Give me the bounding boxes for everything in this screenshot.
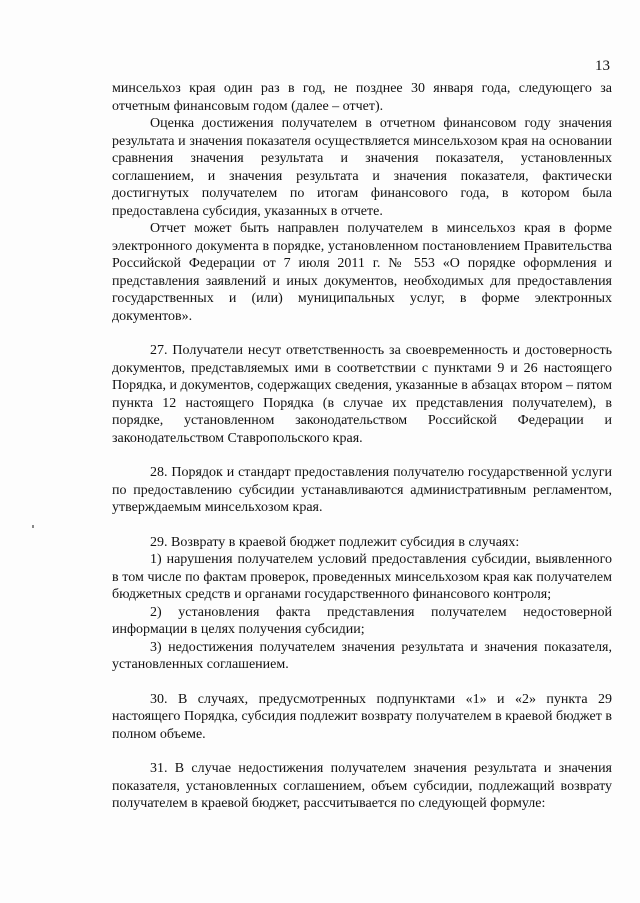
paragraph-29-item-1: 1) нарушения получателем условий предоставления субсидии, выявленного в том числе по фактам проверок, проведенных минсельхозом края как получателем бюджетных средств и органами государственного финансового контроля; xyxy=(112,552,612,602)
paragraph-27: 27. Получатели несут ответственность за своевременность и достоверность документов, представляемых ими в соответствии с пунктами 9 и 26 настоящего Порядка, и документов, содержащих сведения, указанные в абзацах втором – пятом пункта 12 настоящего Порядка (в случае их представления получателем), в порядке, установленном законодательством Российской Федерации и законодательством Ставропольского края. xyxy=(112,343,612,446)
paragraph-assessment: Оценка достижения получателем в отчетном финансовом году значения результата и значения показателя осуществляется минсельхозом края на основании сравнения значения результата и значения показателя, установленных соглашением, и значения результата и значения показателя, фактически достигнутых получателем по итогам финансового года, в котором была предоставлена субсидия, указанных в отчете. xyxy=(112,116,612,219)
scan-speck xyxy=(32,525,34,528)
paragraph-electronic-report: Отчет может быть направлен получателем в минсельхоз края в форме электронного документа в порядке, установленном постановлением Правительства Российской Федерации от 7 июля 2011 г. № 553 «О порядке оформления и представления заявлений и иных документов, необходимых для предоставления государственных и (или) муниципальных услуг, в форме электронных документов». xyxy=(112,221,612,324)
paragraph-31: 31. В случае недостижения получателем значения результата и значения показателя, установленных соглашением, объем субсидии, подлежащий возврату получателем в краевой бюджет, рассчитывается по следующей формуле: xyxy=(112,761,612,811)
paragraph-29-item-2: 2) установления факта представления получателем недостоверной информации в целях получения субсидии; xyxy=(112,604,612,637)
paragraph-28: 28. Порядок и стандарт предоставления получателю государственной услуги по предоставлению субсидии устанавливаются административным регламентом, утверждаемым минсельхозом края. xyxy=(112,465,612,515)
document-body xyxy=(112,80,612,813)
paragraph-29: 29. Возврату в краевой бюджет подлежит субсидия в случаях: xyxy=(150,534,520,550)
page-number: 13 xyxy=(595,58,610,74)
paragraph-report-deadline: минсельхоз края один раз в год, не позднее 30 января года, следующего за отчетным финансовым годом (далее – отчет). xyxy=(112,81,612,114)
paragraph-30: 30. В случаях, предусмотренных подпунктами «1» и «2» пункта 29 настоящего Порядка, субсидия подлежит возврату получателем в краевой бюджет в полном объеме. xyxy=(112,691,612,742)
paragraph-29-item-3: 3) недостижения получателем значения результата и значения показателя, установленных соглашением. xyxy=(112,639,612,672)
